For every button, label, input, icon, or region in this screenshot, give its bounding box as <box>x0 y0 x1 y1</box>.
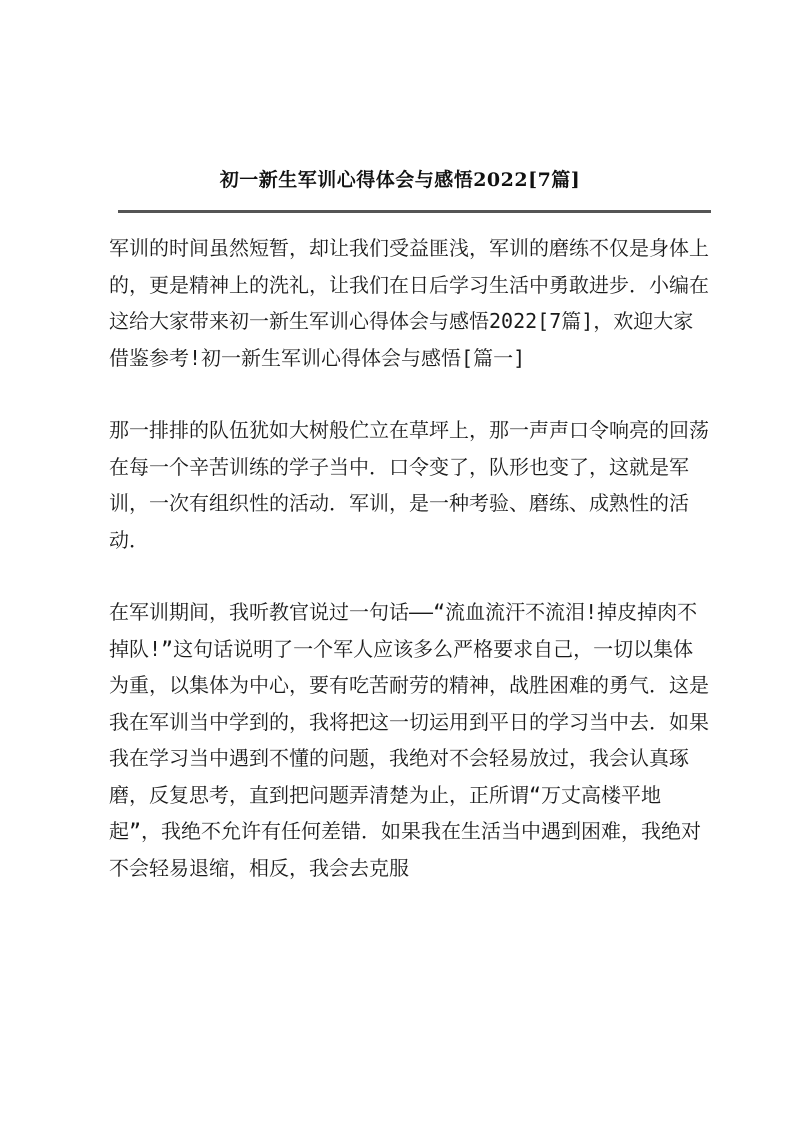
paragraph-intro: 军训的时间虽然短暂，却让我们受益匪浅，军训的磨练不仅是身体上的，更是精神上的洗礼，让我们在日后学习生活中勇敢进步．小编在这给大家带来初一新生军训心得体会与感悟2022[7篇]，欢迎大家借鉴参考!初一新生军训心得体会与感悟[篇一] <box>109 236 709 370</box>
title-divider <box>118 210 711 213</box>
document-title: 初一新生军训心得体会与感悟2022[7篇] <box>219 169 581 191</box>
document-body <box>109 230 709 922</box>
paragraph-formation: 那一排排的队伍犹如大树般伫立在草坪上，那一声声口令响亮的回荡在每一个辛苦训练的学子当中．口令变了，队形也变了，这就是军训，一次有组织性的活动．军训，是一种考验、磨练、成熟性的活动． <box>109 418 709 552</box>
paragraph-instructor-quote: 在军训期间，我听教官说过一句话——“流血流汗不流泪!掉皮掉肉不掉队!”这句话说明了一个军人应该多么严格要求自己，一切以集体为重，以集体为中心，要有吃苦耐劳的精神，战胜困难的勇气．这是我在军训当中学到的，我将把这一切运用到平日的学习当中去．如果我在学习当中遇到不懂的问题，我绝对不会轻易放过，我会认真琢磨，反复思考，直到把问题弄清楚为止，正所谓“万丈高楼平地起”，我绝不允许有任何差错．如果我在生活当中遇到困难，我绝对不会轻易退缩，相反，我会去克服 <box>109 600 709 880</box>
